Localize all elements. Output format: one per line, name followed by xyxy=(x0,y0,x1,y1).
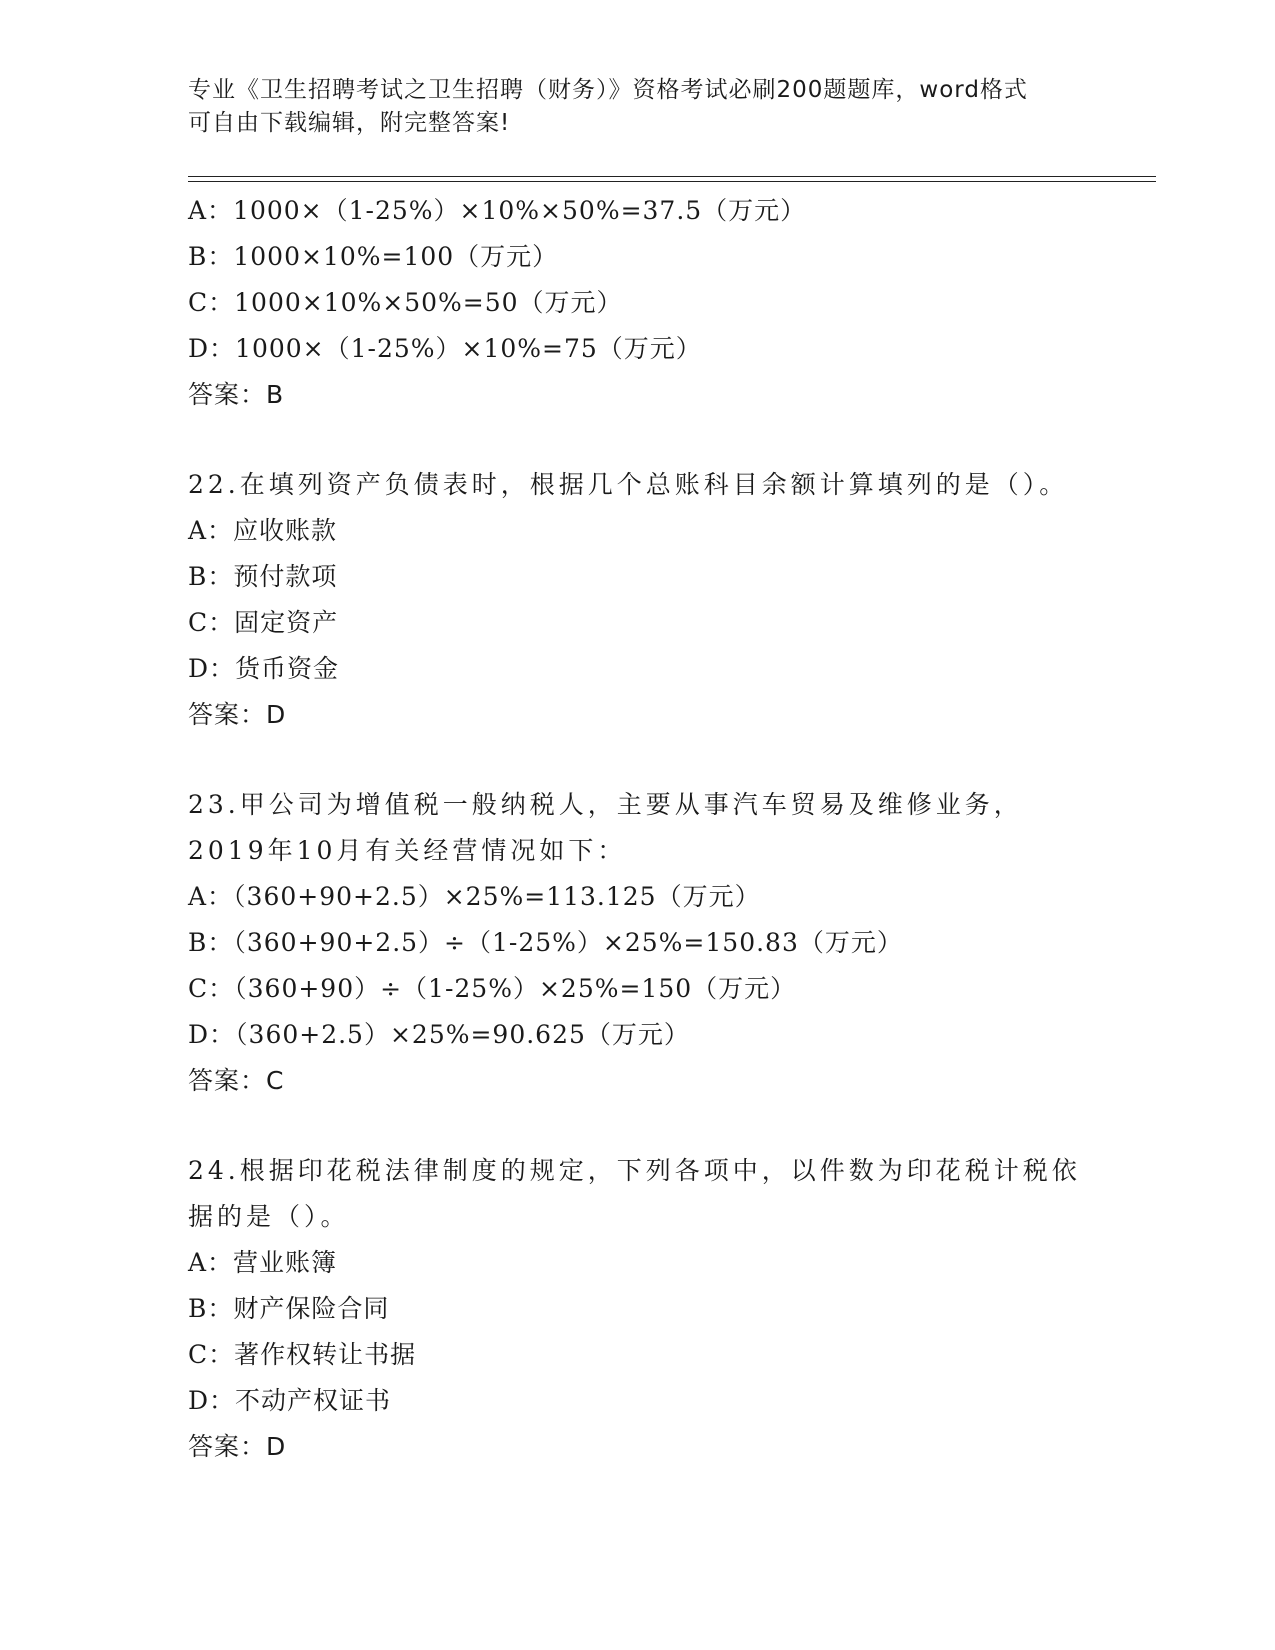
question-22 xyxy=(188,462,1088,738)
question-21 xyxy=(188,188,1088,418)
option-c: C：1000×10%×50%=50（万元） xyxy=(188,288,623,317)
option-b: B：（360+90+2.5）÷（1-25%）×25%=150.83（万元） xyxy=(188,928,903,957)
question-23 xyxy=(188,782,1088,1104)
header-divider-top xyxy=(188,176,1156,177)
header-divider-bottom xyxy=(188,181,1156,182)
option-c: C：固定资产 xyxy=(188,608,339,637)
option-d: D：不动产权证书 xyxy=(188,1386,392,1415)
option-b: B：财产保险合同 xyxy=(188,1294,390,1323)
question-text: 22.在填列资产负债表时，根据几个总账科目余额计算填列的是（）。 xyxy=(188,470,1069,499)
header-line-1: 专业《卫生招聘考试之卫生招聘（财务）》资格考试必刷200题题库，word格式 xyxy=(188,77,1028,103)
question-text: 23.甲公司为增值税一般纳税人，主要从事汽车贸易及维修业务，2019年10月有关经营情况如下： xyxy=(188,790,1023,865)
option-a: A：营业账簿 xyxy=(188,1248,338,1277)
question-text: 24.根据印花税法律制度的规定，下列各项中，以件数为印花税计税依据的是（）。 xyxy=(188,1156,1081,1231)
option-d: D：货币资金 xyxy=(188,654,340,683)
option-b: B：1000×10%=100（万元） xyxy=(188,242,559,271)
question-24 xyxy=(188,1148,1088,1470)
header-line-2: 可自由下载编辑，附完整答案! xyxy=(188,110,511,136)
answer-line: 答案：C xyxy=(188,1066,285,1095)
document-header xyxy=(188,74,1068,140)
answer-line: 答案：D xyxy=(188,700,287,729)
option-d: D：1000×（1-25%）×10%=75（万元） xyxy=(188,334,702,363)
option-a: A：（360+90+2.5）×25%=113.125（万元） xyxy=(188,882,761,911)
option-d: D：（360+2.5）×25%=90.625（万元） xyxy=(188,1020,690,1049)
option-b: B：预付款项 xyxy=(188,562,338,591)
question-list xyxy=(188,188,1088,1470)
answer-line: 答案：B xyxy=(188,380,285,409)
option-c: C：（360+90）÷（1-25%）×25%=150（万元） xyxy=(188,974,797,1003)
option-a: A：1000×（1-25%）×10%×50%=37.5（万元） xyxy=(188,196,807,225)
option-a: A：应收账款 xyxy=(188,516,338,545)
option-c: C：著作权转让书据 xyxy=(188,1340,417,1369)
answer-line: 答案：D xyxy=(188,1432,287,1461)
